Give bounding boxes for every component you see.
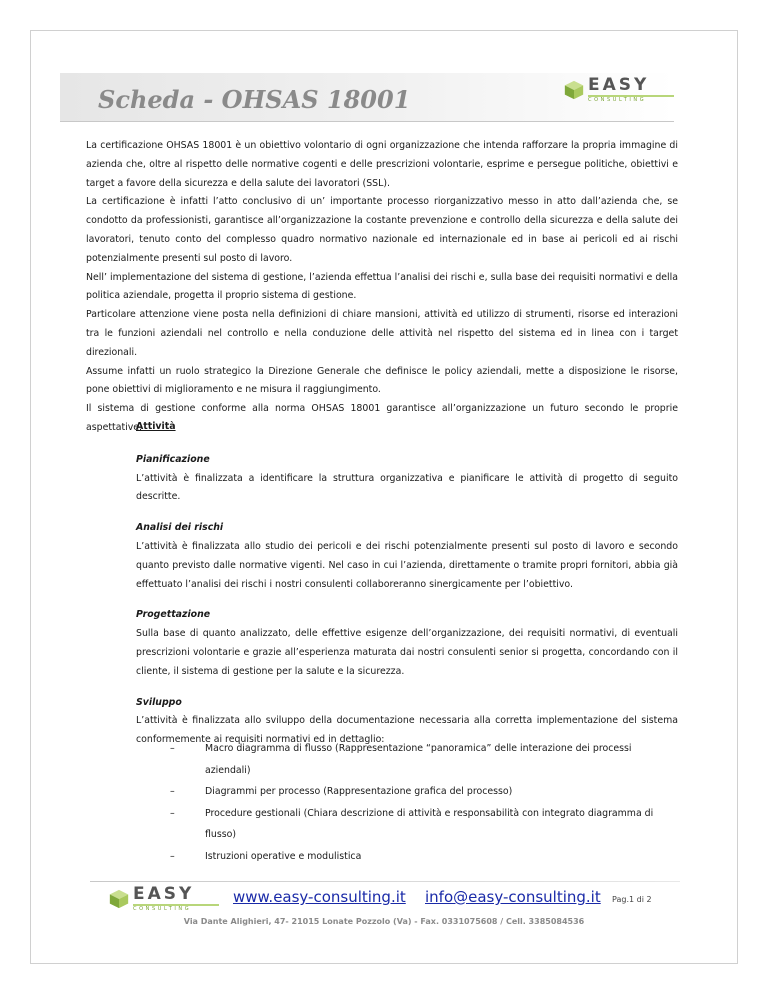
- activity-item: [136, 451, 678, 507]
- list-item: [170, 803, 678, 846]
- logo-subtitle: CONSULTING: [588, 97, 647, 103]
- intro-paragraph: La certificazione è infatti l’atto conclusivo di un’ importante processo riorganizzativo messo in atto dall’azienda che, se condotto da professionisti, garantisce all’organizzazione la costante prevenzione e controllo della sicurezza e della salute dei lavoratori, tenuto conto del complesso quadro normativo nazionale ed internazionale ed in base ai pericoli ed ai rischi potenzialmente presenti sul posto di lavoro.: [86, 196, 678, 264]
- activity-title: Sviluppo: [136, 696, 182, 708]
- intro-paragraph: Nell’ implementazione del sistema di gestione, l’azienda effettua l’analisi dei rischi e, sulla base dei requisiti normativi e della politica aziendale, progetta il proprio sistema di gestione.: [86, 271, 678, 302]
- activity-item: [136, 606, 678, 681]
- easy-consulting-logo: [563, 77, 674, 103]
- footer-divider: [90, 881, 680, 882]
- dash-bullet-icon: –: [170, 850, 175, 862]
- intro-section: [86, 137, 678, 438]
- company-address: Via Dante Alighieri, 47- 21015 Lonate Pozzolo (Va) - Fax. 0331075608 / Cell. 3385084536: [183, 917, 585, 926]
- activity-text: L’attività è finalizzata a identificare la struttura organizzativa e pianificare le attività di progetto di seguito descritte.: [136, 472, 678, 503]
- cube-logo-icon: [563, 79, 585, 101]
- activities-section: [136, 418, 678, 762]
- activity-title: Analisi dei rischi: [136, 522, 224, 534]
- list-item-text: Diagrammi per processo (Rappresentazione grafica del processo): [205, 786, 513, 797]
- logo-subtitle: CONSULTING: [133, 906, 192, 912]
- activity-text: Sulla base di quanto analizzato, delle effettive esigenze dell’organizzazione, dei requisiti normativi, di eventuali prescrizioni volontarie e grazie all’esperienza maturata dai nostri consulenti senior si progetta, concordando con il cliente, il sistema di gestione per la salute e la sicurezza.: [136, 628, 678, 677]
- footer-logo: [108, 886, 219, 912]
- document-title: Scheda - OHSAS 18001: [98, 85, 411, 114]
- activity-item: [136, 519, 678, 594]
- intro-paragraph: Particolare attenzione viene posta nella definizioni di chiare mansioni, attività ed utilizzo di strumenti, risorse ed interazioni tra le funzioni aziendali nel controllo e nella conduzione delle attività nel rispetto del sistema ed in linea con i target direzionali.: [86, 309, 678, 358]
- dash-bullet-icon: –: [170, 786, 175, 797]
- activity-text: L’attività è finalizzata allo sviluppo della documentazione necessaria alla corretta implementazione del sistema conformemente ai requisiti normativi ed in dettaglio:: [136, 715, 678, 746]
- intro-paragraph: La certificazione OHSAS 18001 è un obiettivo volontario di ogni organizzazione che intenda rafforzare la propria immagine di azienda che, oltre al rispetto delle normative cogenti e delle prescrizioni volontarie, esprime e persegue politiche, obiettivi e target a favore della sicurezza e della salute dei lavoratori (SSL).: [86, 140, 678, 189]
- activities-heading: Attività: [136, 421, 176, 432]
- logo-brand: EASY: [133, 884, 195, 904]
- list-item-text: Procedure gestionali (Chiara descrizione di attività e responsabilità con integrato diagramma di flusso): [205, 807, 654, 840]
- list-item: [170, 846, 678, 868]
- list-item-text: Istruzioni operative e modulistica: [205, 850, 362, 862]
- activity-title: Progettazione: [136, 609, 211, 621]
- list-item-text: Macro diagramma di flusso (Rappresentazione “panoramica” delle interazione dei processi aziendali): [205, 743, 632, 776]
- email-link[interactable]: info@easy-consulting.it: [425, 888, 601, 906]
- list-item: [170, 781, 678, 803]
- activity-title: Pianificazione: [136, 453, 210, 465]
- intro-paragraph: Assume infatti un ruolo strategico la Direzione Generale che definisce le policy aziendali, mette a disposizione le risorse, pone obiettivi di miglioramento e ne misura il raggiungimento.: [86, 365, 678, 396]
- intro-paragraph: Il sistema di gestione conforme alla norma OHSAS 18001 garantisce all’organizzazione un futuro secondo le proprie aspettative.: [86, 403, 678, 433]
- deliverables-list: [170, 738, 678, 867]
- activity-text: L’attività è finalizzata allo studio dei pericoli e dei rischi potenzialmente presenti sul posto di lavoro e secondo quanto previsto dalle normative vigenti. Nel caso in cui l’azienda, direttamente o tramite propri fornitori, abbia già effettuato l’analisi dei rischi i nostri consulenti collaboreranno sinergicamente per l’obiettivo.: [136, 540, 678, 590]
- document-header: [60, 73, 674, 122]
- logo-brand: EASY: [588, 75, 650, 95]
- dash-bullet-icon: –: [170, 807, 175, 819]
- website-link[interactable]: www.easy-consulting.it: [233, 888, 406, 906]
- dash-bullet-icon: –: [170, 743, 175, 754]
- page-number: Pag.1 di 2: [612, 895, 652, 904]
- list-item: [170, 738, 678, 781]
- cube-logo-icon: [108, 888, 130, 910]
